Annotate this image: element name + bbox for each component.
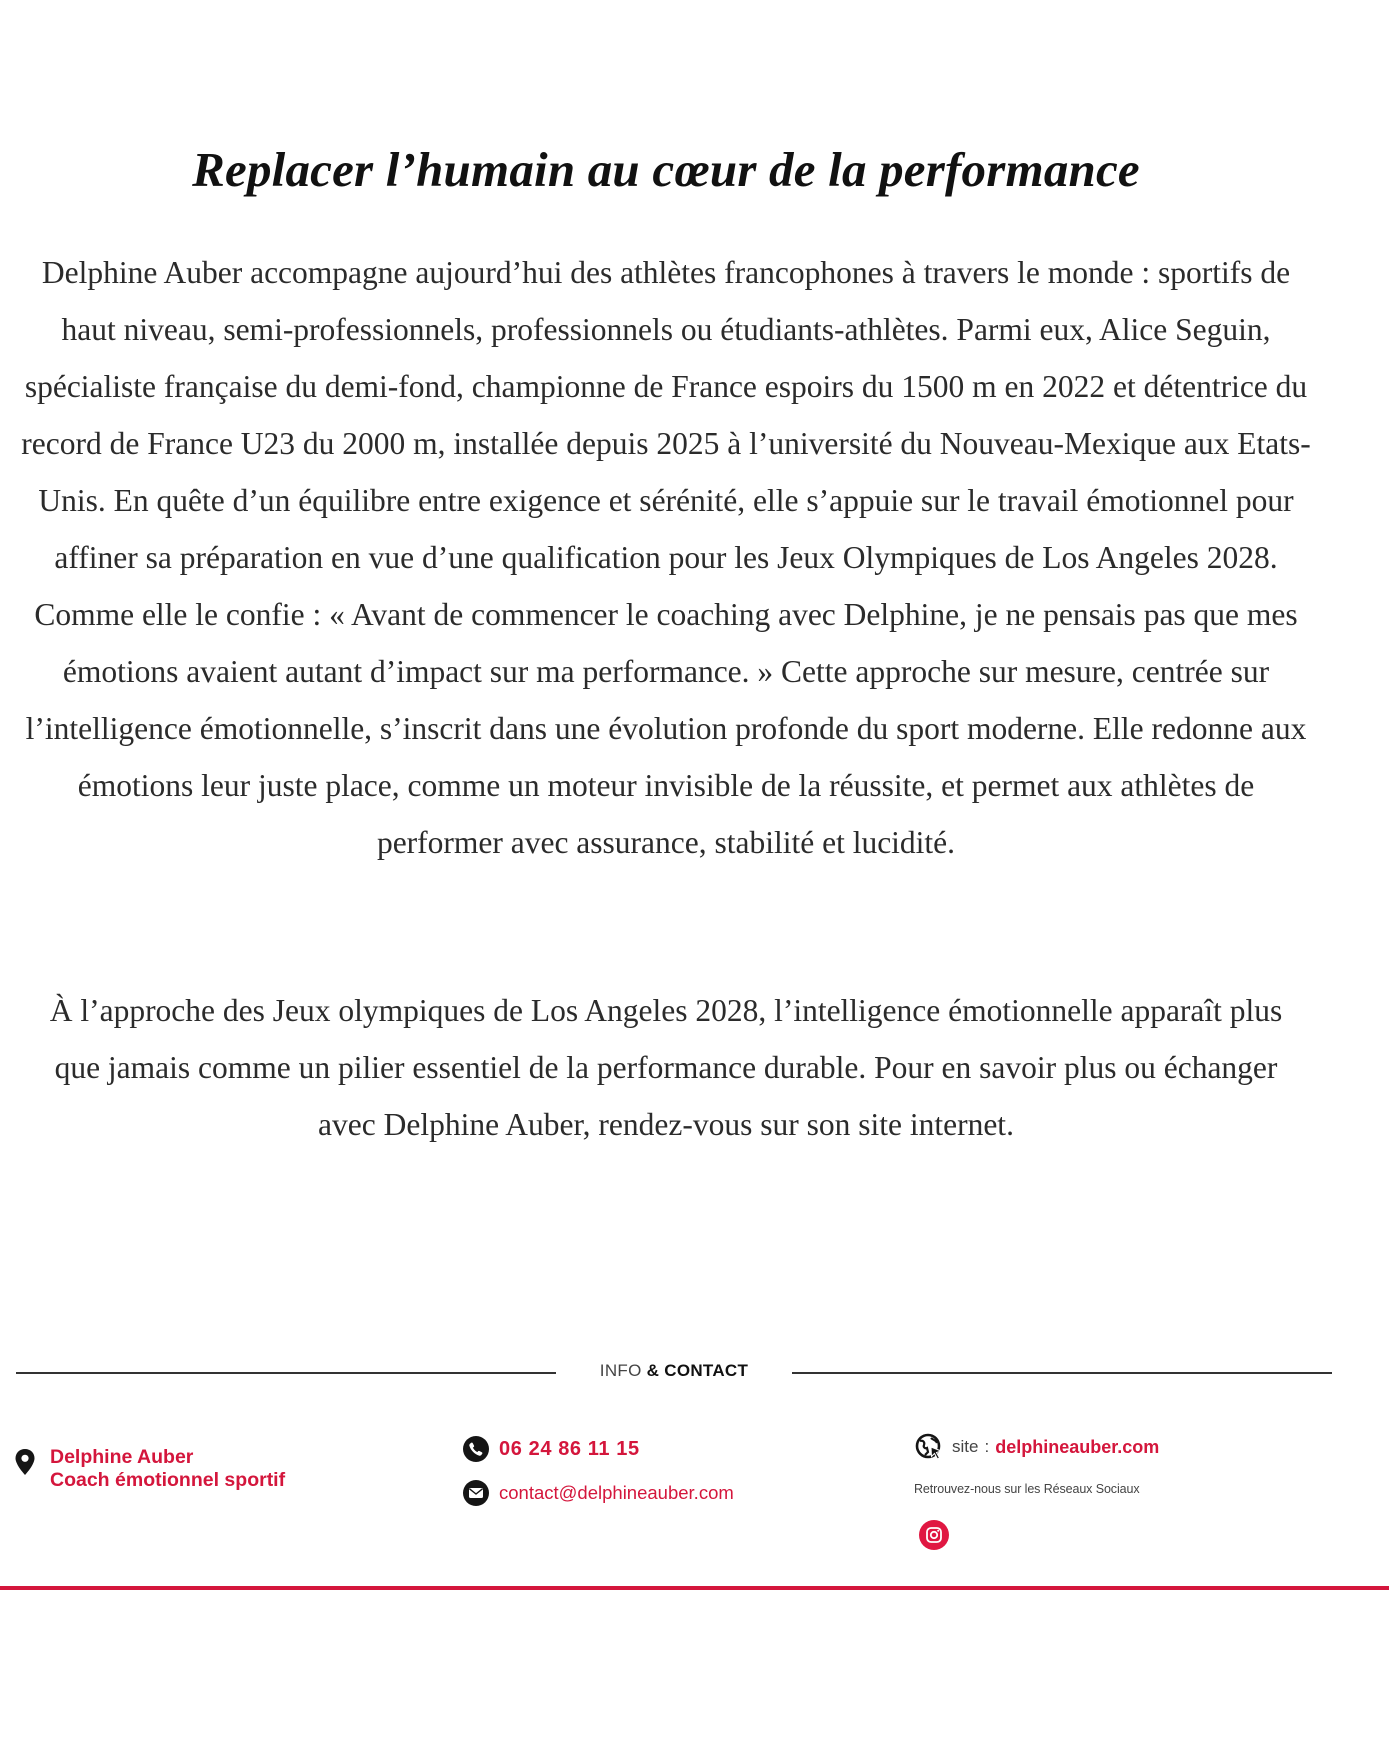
email-icon <box>463 1480 489 1506</box>
email-link[interactable]: contact@delphineauber.com <box>499 1482 734 1503</box>
phone-icon <box>463 1436 489 1462</box>
footer-accent-line <box>0 1586 1389 1590</box>
email-row[interactable] <box>463 1478 883 1508</box>
contact-name: Delphine Auber <box>50 1446 194 1468</box>
footer-contact <box>463 1434 883 1508</box>
site-row[interactable] <box>914 1432 1334 1462</box>
contact-role: Coach émotionnel sportif <box>50 1469 286 1491</box>
article-title: Replacer l’humain au cœur de la performance <box>192 142 1140 197</box>
site-link[interactable]: delphineauber.com <box>995 1436 1160 1457</box>
footer-web <box>914 1432 1334 1550</box>
site-label: site <box>952 1437 979 1456</box>
article-paragraph-2: À l’approche des Jeux olympiques de Los Angeles 2028, l’intelligence émotionnelle apparaît plus que jamais comme un pilier essentiel de la performance durable. Pour en savoir plus ou échanger avec Delphine Auber, rendez-vous sur son site internet. <box>49 993 1283 1142</box>
location-pin-icon <box>14 1448 36 1476</box>
phone-number[interactable]: 06 24 86 11 15 <box>499 1437 640 1460</box>
social-caption: Retrouvez-nous sur les Réseaux Sociaux <box>914 1482 1140 1496</box>
article-paragraph-1: Delphine Auber accompagne aujourd’hui des athlètes francophones à travers le monde : sportifs de haut niveau, semi-professionnels, professionnels ou étudiants-athlètes. Parmi eux, Alice Seguin, spécialiste française du demi-fond, championne de France espoirs du 1500 m en 2022 et détentrice du record de France U23 du 2000 m, installée depuis 2025 à l’université du Nouveau-Mexique aux Etats-Unis. En quête d’un équilibre entre exigence et sérénité, elle s’appuie sur le travail émotionnel pour affiner sa préparation en vue d’une qualification pour les Jeux Olympiques de Los Angeles 2028. Comme elle le confie : « Avant de commencer le coaching avec Delphine, je ne pensais pas que mes émotions avaient autant d’impact sur ma performance. » Cette approche sur mesure, centrée sur l’intelligence émotionnelle, s’inscrit dans une évolution profonde du sport moderne. Elle redonne aux émotions leur juste place, comme un moteur invisible de la réussite, et permet aux athlètes de performer avec assurance, stabilité et lucidité. <box>21 255 1311 860</box>
instagram-icon[interactable] <box>919 1520 949 1550</box>
globe-cursor-icon <box>914 1432 944 1462</box>
footer-identity <box>14 1446 434 1492</box>
divider-label <box>556 1361 792 1381</box>
footer-divider <box>0 1358 1389 1388</box>
divider-rule-right <box>792 1372 1332 1374</box>
divider-label-info: INFO <box>599 1361 642 1380</box>
divider-label-contact: & CONTACT <box>646 1361 749 1380</box>
divider-rule-left <box>16 1372 556 1374</box>
site-separator: : <box>984 1437 990 1456</box>
phone-row[interactable] <box>463 1434 883 1464</box>
